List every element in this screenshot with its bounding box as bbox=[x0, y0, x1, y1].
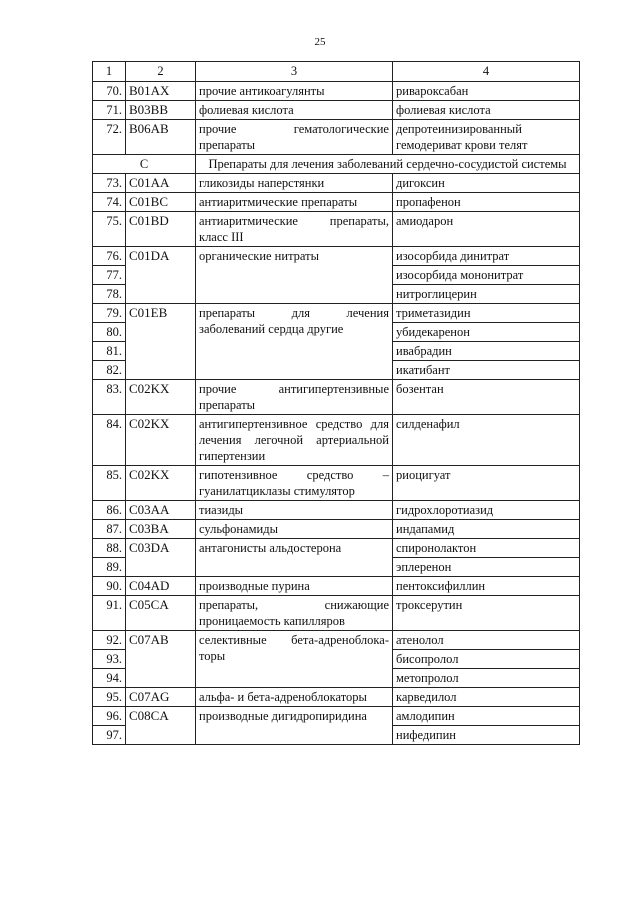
table-row bbox=[93, 380, 580, 415]
drug-group: антиаритмические препараты, класс III bbox=[196, 212, 393, 247]
table-row bbox=[93, 82, 580, 101]
atc-code: C07AG bbox=[126, 688, 196, 707]
medication-table bbox=[92, 61, 580, 745]
atc-code: C02KX bbox=[126, 380, 196, 415]
table-row bbox=[93, 596, 580, 631]
section-title: Препараты для лечения заболеваний сердечно-сосудистой системы bbox=[196, 155, 580, 174]
row-number: 78. bbox=[93, 285, 126, 304]
atc-code: B03BB bbox=[126, 101, 196, 120]
table-row bbox=[93, 304, 580, 323]
drug-name: амлодипин bbox=[393, 707, 580, 726]
atc-code: C03BA bbox=[126, 520, 196, 539]
drug-group: фолиевая кислота bbox=[196, 101, 393, 120]
row-number: 73. bbox=[93, 174, 126, 193]
row-number: 81. bbox=[93, 342, 126, 361]
row-number: 90. bbox=[93, 577, 126, 596]
table-row bbox=[93, 631, 580, 650]
row-number: 88. bbox=[93, 539, 126, 558]
atc-code: C07AB bbox=[126, 631, 196, 688]
drug-group: антиаритмические препараты bbox=[196, 193, 393, 212]
drug-name: нитроглицерин bbox=[393, 285, 580, 304]
drug-group: гипотензивное средство – гуанилатциклазы стимулятор bbox=[196, 466, 393, 501]
drug-name: изосорбида мононитрат bbox=[393, 266, 580, 285]
drug-group: прочие антигипертензивные препараты bbox=[196, 380, 393, 415]
table-row bbox=[93, 707, 580, 726]
row-number: 92. bbox=[93, 631, 126, 650]
row-number: 75. bbox=[93, 212, 126, 247]
atc-code: C03AA bbox=[126, 501, 196, 520]
drug-group: сульфонамиды bbox=[196, 520, 393, 539]
table-row bbox=[93, 577, 580, 596]
drug-group: антагонисты альдостерона bbox=[196, 539, 393, 577]
drug-group: препараты, снижающие проницаемость капилляров bbox=[196, 596, 393, 631]
drug-name: ривароксабан bbox=[393, 82, 580, 101]
drug-name: фолиевая кислота bbox=[393, 101, 580, 120]
column-header: 1 bbox=[93, 62, 126, 82]
table-row bbox=[93, 415, 580, 466]
column-header: 4 bbox=[393, 62, 580, 82]
row-number: 83. bbox=[93, 380, 126, 415]
drug-name: икатибант bbox=[393, 361, 580, 380]
table-row bbox=[93, 101, 580, 120]
row-number: 79. bbox=[93, 304, 126, 323]
drug-name: гидрохлоротиазид bbox=[393, 501, 580, 520]
drug-name: изосорбида динитрат bbox=[393, 247, 580, 266]
table-row bbox=[93, 466, 580, 501]
table-row bbox=[93, 212, 580, 247]
drug-group: гликозиды наперстянки bbox=[196, 174, 393, 193]
column-header: 2 bbox=[126, 62, 196, 82]
drug-group: селективные бета-адреноблока-торы bbox=[196, 631, 393, 688]
row-number: 95. bbox=[93, 688, 126, 707]
row-number: 76. bbox=[93, 247, 126, 266]
row-number: 86. bbox=[93, 501, 126, 520]
drug-group: тиазиды bbox=[196, 501, 393, 520]
atc-code: C01DA bbox=[126, 247, 196, 304]
drug-group: производные пурина bbox=[196, 577, 393, 596]
atc-code: C01AA bbox=[126, 174, 196, 193]
drug-name: депротеинизированный гемодериват крови телят bbox=[393, 120, 580, 155]
row-number: 94. bbox=[93, 669, 126, 688]
drug-group: антигипертензивное средство для лечения легочной артериальной гипертензии bbox=[196, 415, 393, 466]
atc-code: C01BD bbox=[126, 212, 196, 247]
row-number: 72. bbox=[93, 120, 126, 155]
drug-name: атенолол bbox=[393, 631, 580, 650]
drug-group: органические нитраты bbox=[196, 247, 393, 304]
table-row bbox=[93, 120, 580, 155]
drug-name: метопролол bbox=[393, 669, 580, 688]
drug-name: спиронолактон bbox=[393, 539, 580, 558]
atc-code: B06AB bbox=[126, 120, 196, 155]
drug-group: альфа- и бета-адреноблокаторы bbox=[196, 688, 393, 707]
drug-name: ивабрадин bbox=[393, 342, 580, 361]
atc-code: C05CA bbox=[126, 596, 196, 631]
drug-name: карведилол bbox=[393, 688, 580, 707]
section-row bbox=[93, 155, 580, 174]
row-number: 97. bbox=[93, 726, 126, 745]
atc-code: B01AX bbox=[126, 82, 196, 101]
drug-name: триметазидин bbox=[393, 304, 580, 323]
drug-name: убидекаренон bbox=[393, 323, 580, 342]
drug-name: троксерутин bbox=[393, 596, 580, 631]
drug-group: производные дигидропиридина bbox=[196, 707, 393, 745]
table-header-row bbox=[93, 62, 580, 82]
drug-name: нифедипин bbox=[393, 726, 580, 745]
table-row bbox=[93, 193, 580, 212]
row-number: 77. bbox=[93, 266, 126, 285]
drug-name: пропафенон bbox=[393, 193, 580, 212]
section-code: C bbox=[93, 155, 196, 174]
drug-name: индапамид bbox=[393, 520, 580, 539]
row-number: 87. bbox=[93, 520, 126, 539]
row-number: 89. bbox=[93, 558, 126, 577]
atc-code: C02KX bbox=[126, 466, 196, 501]
row-number: 85. bbox=[93, 466, 126, 501]
table-row bbox=[93, 688, 580, 707]
row-number: 70. bbox=[93, 82, 126, 101]
row-number: 84. bbox=[93, 415, 126, 466]
row-number: 93. bbox=[93, 650, 126, 669]
drug-name: силденафил bbox=[393, 415, 580, 466]
drug-name: амиодарон bbox=[393, 212, 580, 247]
table-row bbox=[93, 539, 580, 558]
row-number: 96. bbox=[93, 707, 126, 726]
page-number: 25 bbox=[314, 36, 326, 48]
drug-group: препараты для лечения заболеваний сердца другие bbox=[196, 304, 393, 380]
atc-code: C08CA bbox=[126, 707, 196, 745]
table-row bbox=[93, 174, 580, 193]
atc-code: C04AD bbox=[126, 577, 196, 596]
atc-code: C02KX bbox=[126, 415, 196, 466]
row-number: 91. bbox=[93, 596, 126, 631]
table-row bbox=[93, 501, 580, 520]
atc-code: C01EB bbox=[126, 304, 196, 380]
row-number: 80. bbox=[93, 323, 126, 342]
drug-name: эплеренон bbox=[393, 558, 580, 577]
drug-name: бозентан bbox=[393, 380, 580, 415]
row-number: 71. bbox=[93, 101, 126, 120]
drug-name: пентоксифиллин bbox=[393, 577, 580, 596]
row-number: 74. bbox=[93, 193, 126, 212]
drug-group: прочие гематологические препараты bbox=[196, 120, 393, 155]
atc-code: C03DA bbox=[126, 539, 196, 577]
drug-group: прочие антикоагулянты bbox=[196, 82, 393, 101]
drug-name: бисопролол bbox=[393, 650, 580, 669]
column-header: 3 bbox=[196, 62, 393, 82]
drug-name: риоцигуат bbox=[393, 466, 580, 501]
drug-name: дигоксин bbox=[393, 174, 580, 193]
row-number: 82. bbox=[93, 361, 126, 380]
atc-code: C01BC bbox=[126, 193, 196, 212]
table-row bbox=[93, 520, 580, 539]
table-row bbox=[93, 247, 580, 266]
